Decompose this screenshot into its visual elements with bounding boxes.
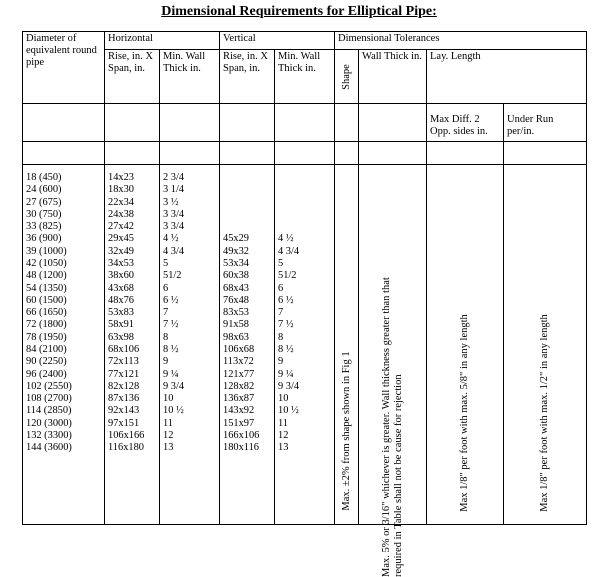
column-v-rise-span xyxy=(220,165,275,525)
table-cell: 96 (2400) xyxy=(26,368,67,380)
column-diameter xyxy=(23,165,105,525)
blank-cell xyxy=(160,104,220,142)
elliptical-pipe-table xyxy=(22,31,587,577)
table-cell: 6 ½ xyxy=(278,294,294,306)
table-cell: 66 (1650) xyxy=(26,307,67,319)
table-cell: 7 ½ xyxy=(278,319,294,331)
header-vertical: Vertical xyxy=(220,32,335,50)
header-v-rise-span: Rise, in. X Span, in. xyxy=(220,50,275,104)
table-cell: 30 (750) xyxy=(26,208,62,220)
table-cell: 120 (3000) xyxy=(26,417,72,429)
table-cell: 9 ¼ xyxy=(163,368,179,380)
table-cell: 82x128 xyxy=(108,380,140,392)
table-cell: 68x106 xyxy=(108,343,140,355)
table-cell xyxy=(223,197,271,209)
table-cell: 36 (900) xyxy=(26,233,62,245)
table-cell: 78 (1950) xyxy=(26,331,67,343)
header-h-min-wall: Min. Wall Thick in. xyxy=(160,50,220,104)
table-cell: 106x68 xyxy=(223,343,255,355)
column-v-min-wall xyxy=(275,165,335,525)
table-cell: 108 (2700) xyxy=(26,393,72,405)
table-cell: 48x76 xyxy=(108,294,134,306)
table-cell xyxy=(278,221,331,233)
table-cell: 3 ½ xyxy=(163,196,179,208)
table-cell: 18 (450) xyxy=(26,172,62,183)
table-cell: 72 (1800) xyxy=(26,319,67,331)
table-cell: 60 (1500) xyxy=(26,294,67,306)
table-cell: 3 1/4 xyxy=(163,184,185,196)
table-cell xyxy=(223,172,271,184)
table-cell: 12 xyxy=(163,429,174,441)
header-max-diff: Max Diff. 2 Opp. sides in. xyxy=(427,104,504,142)
table-cell: 132 (3300) xyxy=(26,429,72,441)
table-cell: 33 (825) xyxy=(26,221,62,233)
table-cell: 136x87 xyxy=(223,393,255,405)
header-wall-thick: Wall Thick in. xyxy=(359,50,427,104)
table-cell: 180x116 xyxy=(223,442,259,454)
blank-cell xyxy=(105,104,160,142)
header-h-rise-span: Rise, in. X Span, in. xyxy=(105,50,160,104)
table-cell: 14x23 xyxy=(108,172,134,183)
table-cell: 77x121 xyxy=(108,368,140,380)
table-cell: 60x38 xyxy=(223,270,249,282)
table-cell: 91x58 xyxy=(223,319,249,331)
table-cell: 4 3/4 xyxy=(278,245,300,257)
table-cell: 5 xyxy=(163,257,169,269)
table-cell: 3 3/4 xyxy=(163,221,185,233)
table-cell: 24 (600) xyxy=(26,184,62,196)
table-cell: 121x77 xyxy=(223,368,255,380)
blank-cell xyxy=(23,104,105,142)
table-cell: 49x32 xyxy=(223,245,249,257)
blank-cell xyxy=(105,142,160,165)
table-cell: 128x82 xyxy=(223,380,255,392)
table-cell: 102 (2550) xyxy=(26,380,72,392)
table-cell: 27 (675) xyxy=(26,196,62,208)
table-cell: 6 ½ xyxy=(163,294,179,306)
table-cell: 151x97 xyxy=(223,417,255,429)
table-cell: 7 xyxy=(278,307,284,319)
blank-cell xyxy=(504,142,587,165)
blank-cell xyxy=(335,104,359,142)
table-cell: 10 xyxy=(278,393,289,405)
table-cell xyxy=(278,184,331,196)
table-cell: 114 (2850) xyxy=(26,405,72,417)
header-shape: Shape xyxy=(335,50,359,104)
table-cell: 4 ½ xyxy=(163,233,179,245)
table-cell: 51/2 xyxy=(278,270,297,282)
table-cell: 90 (2250) xyxy=(26,356,67,368)
blank-cell xyxy=(220,142,275,165)
table-cell: 43x68 xyxy=(108,282,134,294)
table-cell: 76x48 xyxy=(223,294,249,306)
table-cell: 9 3/4 xyxy=(163,380,185,392)
table-cell: 7 ½ xyxy=(163,319,179,331)
table-cell: 51/2 xyxy=(163,270,182,282)
table-cell: 143x92 xyxy=(223,405,255,417)
table-cell: 10 ½ xyxy=(278,405,299,417)
table-cell: 13 xyxy=(163,442,174,454)
table-cell: 8 ½ xyxy=(278,343,294,355)
header-diameter: Diameter of equivalent round pipe xyxy=(23,32,105,104)
tolerance-shape: Max. ±2% from shape shown in Fig 1 xyxy=(335,165,359,525)
table-cell: 42 (1050) xyxy=(26,257,67,269)
table-cell: 48 (1200) xyxy=(26,270,67,282)
table-cell xyxy=(278,197,331,209)
blank-cell xyxy=(160,142,220,165)
header-v-min-wall: Min. Wall Thick in. xyxy=(275,50,335,104)
blank-cell xyxy=(220,104,275,142)
page-title: Dimensional Requirements for Elliptical Pipe: xyxy=(161,4,437,19)
blank-cell xyxy=(427,142,504,165)
table-cell: 27x42 xyxy=(108,221,134,233)
table-cell: 3 3/4 xyxy=(163,208,185,220)
table-cell: 87x136 xyxy=(108,393,140,405)
table-cell: 11 xyxy=(278,417,289,429)
table-cell: 38x60 xyxy=(108,270,134,282)
table-cell: 68x43 xyxy=(223,282,249,294)
blank-cell xyxy=(23,142,105,165)
table-cell xyxy=(223,209,271,221)
table-cell xyxy=(223,221,271,233)
table-cell: 8 xyxy=(278,331,284,343)
table-cell: 6 xyxy=(163,282,169,294)
table-cell xyxy=(223,184,271,196)
table-cell: 13 xyxy=(278,442,289,454)
tolerance-max-diff: Max 1/8" per foot with max. 5/8" in any length xyxy=(427,165,504,525)
table-cell: 54 (1350) xyxy=(26,282,67,294)
table-cell: 8 xyxy=(163,331,169,343)
tolerance-wall: Max. 5% or 3/16" whichever is greater. Wall thickness greater than that required in Table shall not be cause for rejection xyxy=(359,165,427,525)
blank-cell xyxy=(275,104,335,142)
table-cell: 144 (3600) xyxy=(26,442,72,454)
table-cell: 92x143 xyxy=(108,405,140,417)
blank-cell xyxy=(359,142,427,165)
table-cell: 45x29 xyxy=(223,233,249,245)
table-cell: 7 xyxy=(163,307,169,319)
table-cell: 32x49 xyxy=(108,245,134,257)
header-horizontal: Horizontal xyxy=(105,32,220,50)
table-cell: 9 3/4 xyxy=(278,380,300,392)
header-lay-length: Lay. Length xyxy=(427,50,587,104)
table-cell: 10 xyxy=(163,393,174,405)
table-cell: 98x63 xyxy=(223,331,249,343)
table-cell: 63x98 xyxy=(108,331,134,343)
table-cell: 166x106 xyxy=(223,429,260,441)
table-cell: 34x53 xyxy=(108,257,134,269)
table-cell: 9 ¼ xyxy=(278,368,294,380)
table-cell: 97x151 xyxy=(108,417,140,429)
table-cell: 39 (1000) xyxy=(26,245,67,257)
table-cell: 53x83 xyxy=(108,307,134,319)
blank-cell xyxy=(275,142,335,165)
header-under-run: Under Run per/in. xyxy=(504,104,587,142)
table-cell: 22x34 xyxy=(108,196,134,208)
table-cell: 106x166 xyxy=(108,429,145,441)
table-cell: 8 ½ xyxy=(163,343,179,355)
table-cell: 2 3/4 xyxy=(163,172,185,183)
table-cell: 9 xyxy=(163,356,169,368)
table-cell: 83x53 xyxy=(223,307,249,319)
table-cell: 58x91 xyxy=(108,319,134,331)
column-h-min-wall xyxy=(160,165,220,525)
tolerance-under-run: Max 1/8" per foot with max. 1/2" in any length xyxy=(504,165,587,525)
table-cell: 4 ½ xyxy=(278,233,294,245)
blank-cell xyxy=(335,142,359,165)
table-cell: 29x45 xyxy=(108,233,134,245)
table-cell: 24x38 xyxy=(108,208,134,220)
table-cell xyxy=(278,209,331,221)
table-cell: 10 ½ xyxy=(163,405,184,417)
table-cell: 11 xyxy=(163,417,174,429)
column-h-rise-span xyxy=(105,165,160,525)
table-cell: 113x72 xyxy=(223,356,254,368)
table-cell: 18x30 xyxy=(108,184,134,196)
table-cell: 12 xyxy=(278,429,289,441)
header-dimensional-tolerances: Dimensional Tolerances xyxy=(335,32,587,50)
table-cell: 116x180 xyxy=(108,442,144,454)
table-cell: 84 (2100) xyxy=(26,343,67,355)
blank-cell xyxy=(359,104,427,142)
table-cell: 53x34 xyxy=(223,257,249,269)
table-cell: 4 3/4 xyxy=(163,245,185,257)
table-cell: 72x113 xyxy=(108,356,139,368)
table-cell: 6 xyxy=(278,282,284,294)
table-cell xyxy=(278,172,331,184)
table-cell: 9 xyxy=(278,356,284,368)
table-cell: 5 xyxy=(278,257,284,269)
